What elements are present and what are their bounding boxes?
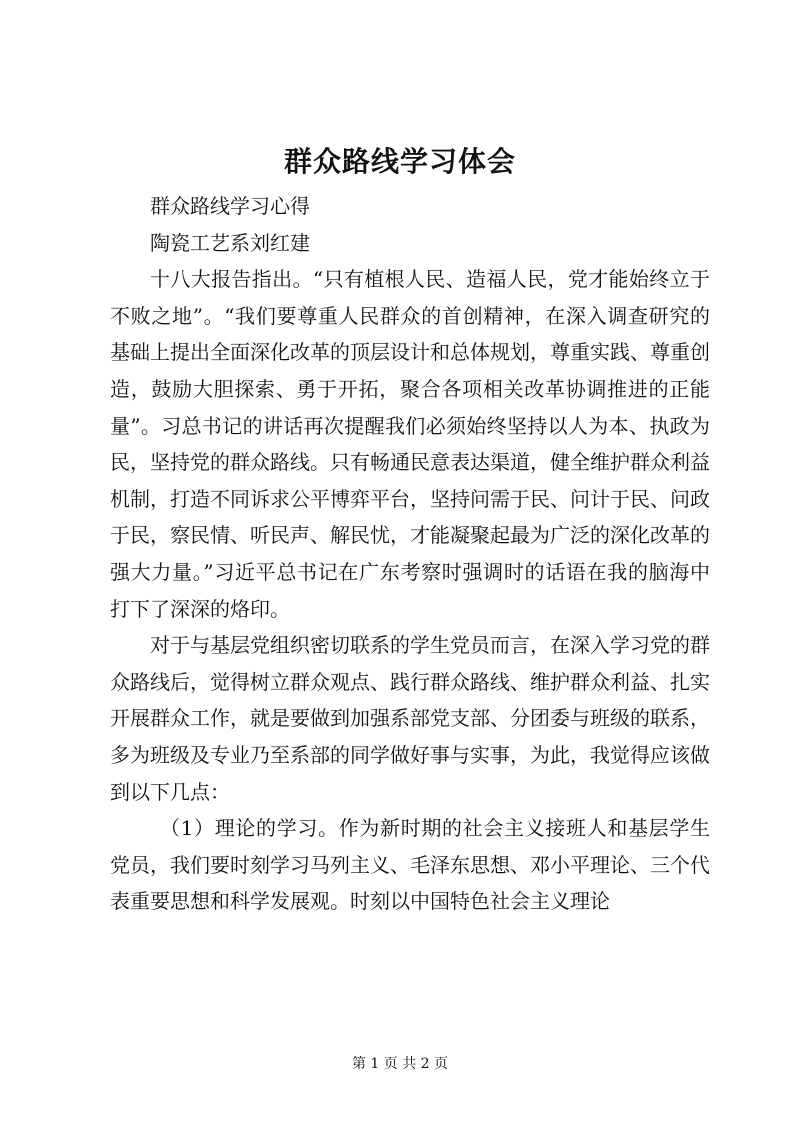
list-item-paragraph: （1）理论的学习。作为新时期的社会主义接班人和基层学生党员，我们要时刻学习马列主义、毛泽东思想、邓小平理论、三个代表重要思想和科学发展观。时刻以中国特色社会主义理论 <box>110 816 710 914</box>
body-paragraph: 十八大报告指出。“只有植根人民、造福人民，党才能始终立于不败之地”。“我们要尊重人民群众的首创精神，在深入调查研究的基础上提出全面深化改革的顶层设计和总体规划，尊重实践、尊重创造，鼓励大胆探索、勇于开拓，聚合各项相关改革协调推进的正能量”。习总书记的讲话再次提醒我们必须始终坚持以人为本、执政为民，坚持党的群众路线。只有畅通民意表达渠道，健全维护群众利益机制，打造不同诉求公平博弈平台，坚持问需于民、问计于民、问政于民，察民情、听民声、解民忧，才能凝聚起最为广泛的深化改革的强大力量。”习近平总书记在广东考察时强调时的话语在我的脑海中打下了深深的烙印。 <box>110 267 710 621</box>
author-paragraph: 陶瓷工艺系刘红建 <box>150 230 310 255</box>
document-title: 群众路线学习体会 <box>283 145 516 178</box>
subtitle-paragraph: 群众路线学习心得 <box>150 194 310 218</box>
document-body <box>110 188 710 920</box>
page-number-footer: 第 1 页 共 2 页 <box>351 1056 449 1072</box>
body-paragraph: 对于与基层党组织密切联系的学生党员而言，在深入学习党的群众路线后，觉得树立群众观点、践行群众路线、维护群众利益、扎实开展群众工作，就是要做到加强系部党支部、分团委与班级的联系，多为班级及专业乃至系部的同学做好事与实事，为此，我觉得应该做到以下几点： <box>110 633 710 804</box>
